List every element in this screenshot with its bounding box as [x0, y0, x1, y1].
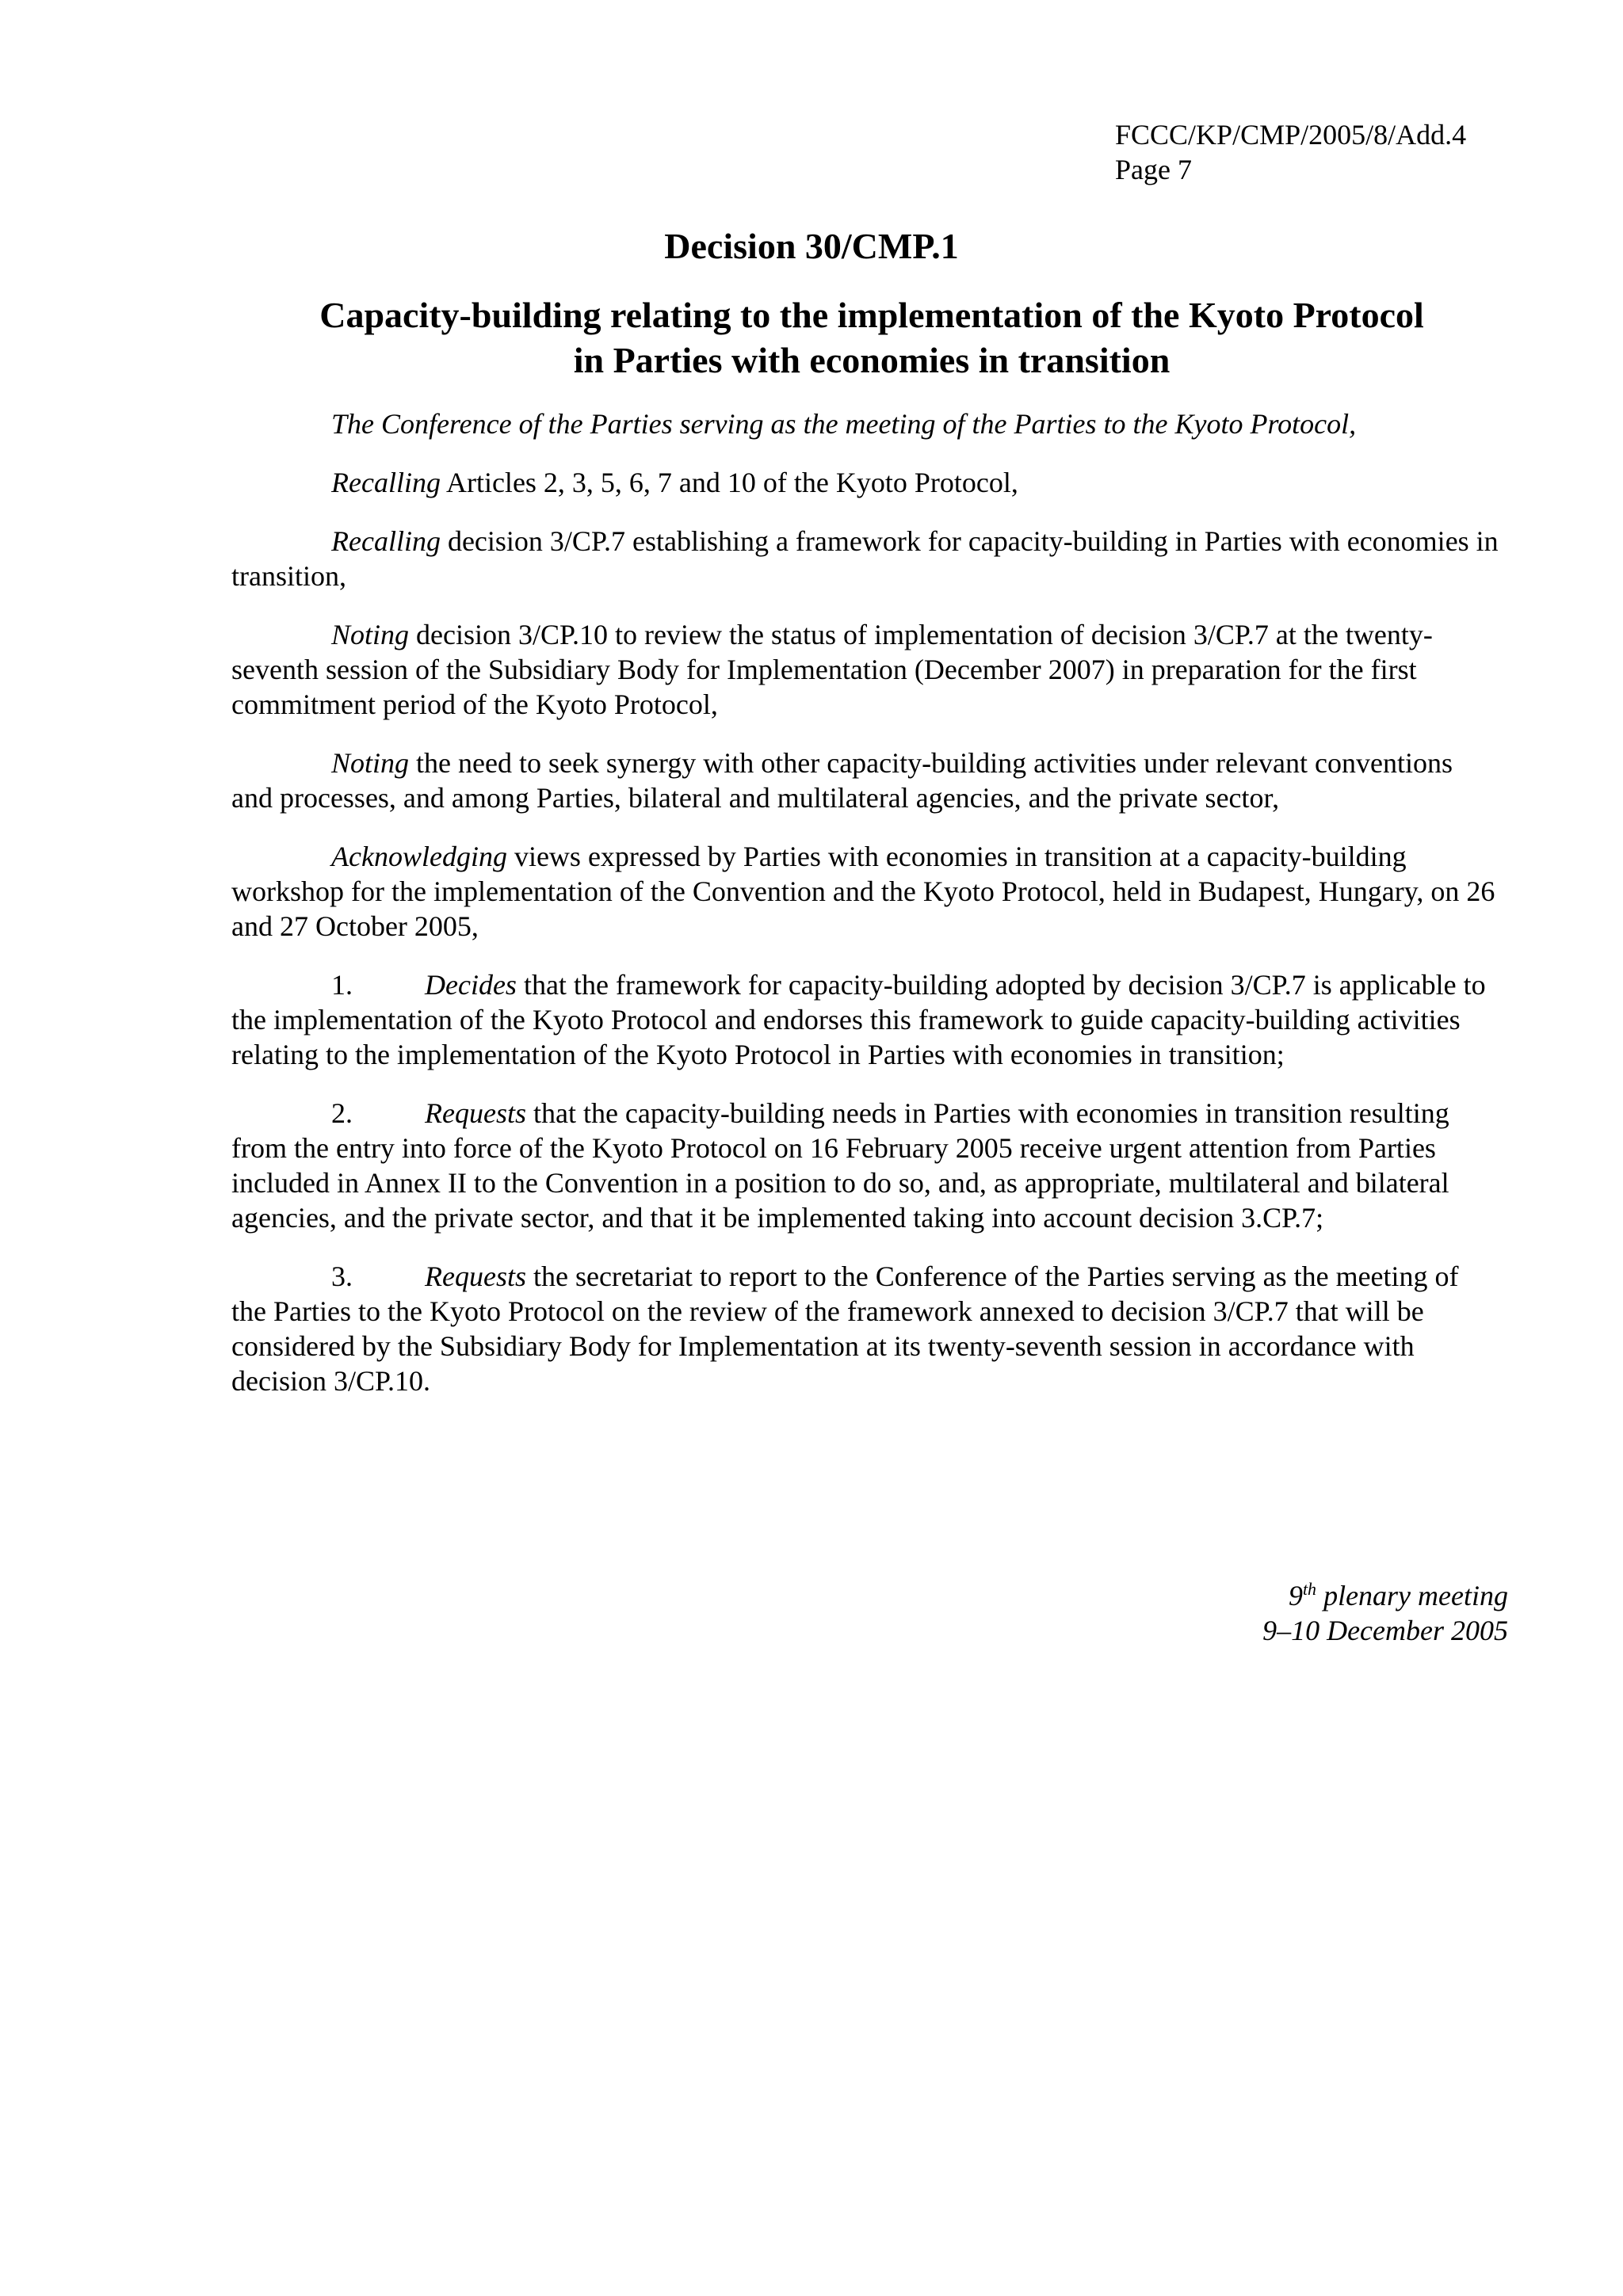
- preamble-paragraph: [231, 465, 1499, 500]
- meeting-number: 9: [1288, 1580, 1303, 1611]
- preamble-verb: Noting: [331, 747, 410, 779]
- meeting-label: plenary meeting: [1316, 1580, 1508, 1611]
- preamble-text: views expressed by Parties with economies in transition at a capacity-building workshop for the implementation of the Convention and the Kyoto Protocol, held in Budapest, Hungary, on 26 and 27 October 2005,: [231, 841, 1495, 942]
- operative-text: the secretariat to report to the Conference of the Parties serving as the meeting of the Parties to the Kyoto Protocol on the review of the framework annexed to decision 3/CP.7 that will be considered by the Subsidiary Body for Implementation at its twenty-seventh session in accordance with decision 3/CP.10.: [231, 1261, 1459, 1397]
- preamble-paragraph: [231, 746, 1499, 815]
- preamble-verb: Recalling: [331, 525, 441, 557]
- document-symbol: FCCC/KP/CMP/2005/8/Add.4: [1115, 119, 1467, 151]
- document-symbol-block: [1115, 117, 1466, 187]
- preamble-lead: The Conference of the Parties serving as the meeting of the Parties to the Kyoto Protocol,: [331, 408, 1357, 440]
- decision-subject-line-1: Capacity-building relating to the implementation of the Kyoto Protocol: [319, 295, 1424, 335]
- preamble-verb: Acknowledging: [331, 841, 507, 872]
- preamble-text: Articles 2, 3, 5, 6, 7 and 10 of the Kyoto Protocol,: [440, 467, 1018, 498]
- preamble-text: decision 3/CP.7 establishing a framework for capacity-building in Parties with economies in transition,: [231, 525, 1499, 592]
- operative-text: that the framework for capacity-building adopted by decision 3/CP.7 is applicable to the implementation of the Kyoto Protocol and endorses this framework to guide capacity-building activities relating to the implementation of the Kyoto Protocol in Parties with economies in transition;: [231, 969, 1486, 1070]
- operative-paragraph: [231, 967, 1499, 1072]
- paragraph-number: 2.: [331, 1097, 353, 1129]
- decision-body: [231, 406, 1499, 1422]
- decision-subject: [198, 292, 1545, 383]
- page-number: Page 7: [1115, 154, 1192, 185]
- adoption-signature: [1262, 1578, 1508, 1648]
- preamble-paragraph: [231, 617, 1499, 722]
- preamble-text: the need to seek synergy with other capacity-building activities under relevant conventions and processes, and among Parties, bilateral and multilateral agencies, and the private sector,: [231, 747, 1453, 814]
- preamble-verb: Recalling: [331, 467, 441, 498]
- paragraph-number: 3.: [331, 1261, 353, 1292]
- decision-title: Decision 30/CMP.1: [664, 226, 959, 266]
- operative-verb: Requests: [425, 1261, 526, 1292]
- preamble-verb: Noting: [331, 619, 410, 650]
- meeting-date: 9–10 December 2005: [1262, 1615, 1508, 1646]
- decision-subject-line-2: in Parties with economies in transition: [573, 340, 1170, 380]
- preamble-text: decision 3/CP.10 to review the status of implementation of decision 3/CP.7 at the twenty-seventh session of the Subsidiary Body for Implementation (December 2007) in preparation for the first commitment period of the Kyoto Protocol,: [231, 619, 1433, 720]
- plenary-meeting: [1262, 1578, 1508, 1613]
- operative-text: that the capacity-building needs in Parties with economies in transition resulting from the entry into force of the Kyoto Protocol on 16 February 2005 receive urgent attention from Parties included in Annex II to the Convention in a position to do so, and, as appropriate, multilateral and bilateral agencies, and the private sector, and that it be implemented taking into account decision 3.CP.7;: [231, 1097, 1449, 1234]
- operative-verb: Requests: [425, 1097, 526, 1129]
- meeting-ordinal-suffix: th: [1302, 1579, 1317, 1599]
- operative-verb: Decides: [425, 969, 517, 1001]
- paragraph-number: 1.: [331, 969, 353, 1001]
- operative-paragraph: [231, 1259, 1499, 1398]
- preamble-paragraph: [231, 524, 1499, 593]
- preamble-paragraph: [231, 839, 1499, 944]
- operative-paragraph: [231, 1096, 1499, 1235]
